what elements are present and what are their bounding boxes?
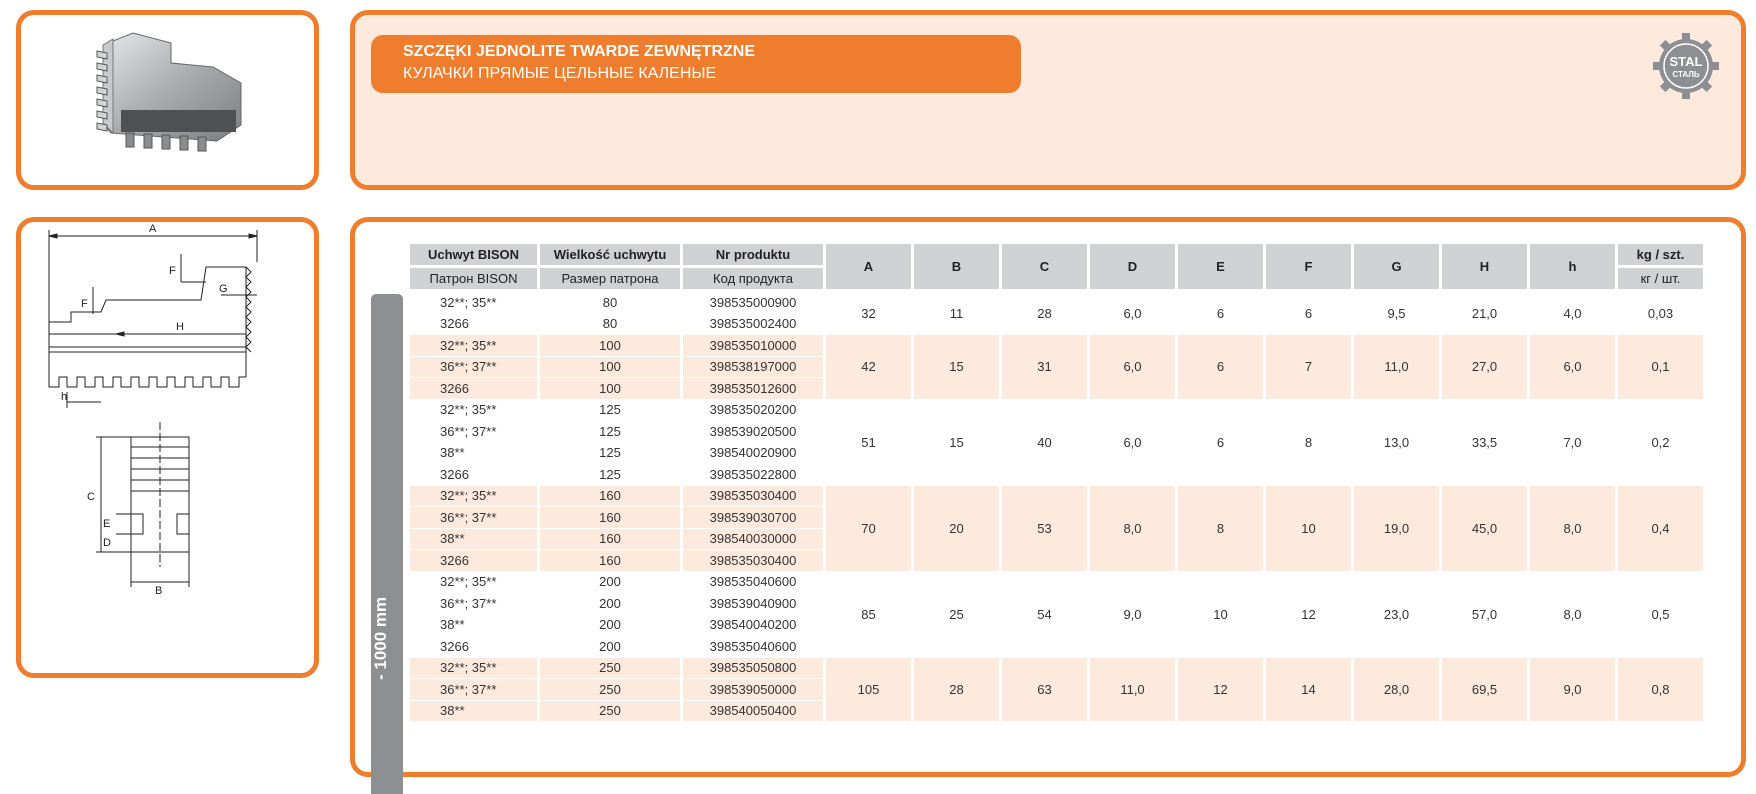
- cell-dim-f: 8: [1266, 400, 1351, 486]
- cell-product: 398535022800: [683, 464, 823, 486]
- cell-dim-e: 8: [1178, 486, 1263, 572]
- cell-dim-g: 28,0: [1354, 658, 1439, 723]
- cell-size: 100: [540, 357, 680, 379]
- cell-bison: 3266: [410, 378, 537, 400]
- cell-dim-h-lower: 7,0: [1530, 400, 1615, 486]
- table-panel: [350, 217, 1746, 777]
- jaw-photo: [21, 15, 314, 185]
- cell-dim-h-upper: 57,0: [1442, 572, 1527, 658]
- label-f-lower: F: [81, 298, 88, 310]
- cell-dim-a: 42: [826, 335, 911, 400]
- cell-bison: 3266: [410, 464, 537, 486]
- label-h-upper: H: [176, 321, 184, 333]
- cell-size: 125: [540, 400, 680, 422]
- cell-dim-b: 25: [914, 572, 999, 658]
- table-row: [410, 572, 1703, 594]
- cell-dim-c: 54: [1002, 572, 1087, 658]
- size-range-tab: [371, 294, 403, 794]
- cell-dim-b: 15: [914, 335, 999, 400]
- title-bar: [371, 35, 1021, 93]
- cell-dim-e: 6: [1178, 292, 1263, 335]
- cell-product: 398539050000: [683, 679, 823, 701]
- cell-dim-d: 6,0: [1090, 400, 1175, 486]
- cell-product: 398540040200: [683, 615, 823, 637]
- cell-size: 125: [540, 443, 680, 465]
- cell-dim-h-upper: 21,0: [1442, 292, 1527, 335]
- cell-dim-h-upper: 33,5: [1442, 400, 1527, 486]
- product-table: [407, 244, 1706, 722]
- cell-dim-g: 9,5: [1354, 292, 1439, 335]
- table-row: [410, 658, 1703, 680]
- cell-kg: 0,2: [1618, 400, 1703, 486]
- col-e-header: E: [1178, 244, 1263, 292]
- label-g: G: [219, 283, 228, 295]
- table-row: [410, 486, 1703, 508]
- cell-product: 398535030400: [683, 486, 823, 508]
- col-h-small-header: h: [1530, 244, 1615, 292]
- cell-bison: 36**; 37**: [410, 357, 537, 379]
- col-bison-header: Uchwyt BISON: [410, 244, 537, 268]
- col-product-subheader: Код продукта: [683, 268, 823, 292]
- cell-product: 398539020500: [683, 421, 823, 443]
- cell-dim-f: 12: [1266, 572, 1351, 658]
- cell-size: 125: [540, 421, 680, 443]
- cell-bison: 36**; 37**: [410, 679, 537, 701]
- table-row: [410, 335, 1703, 357]
- cell-dim-h-lower: 8,0: [1530, 572, 1615, 658]
- cell-product: 398540020900: [683, 443, 823, 465]
- technical-drawing: [21, 222, 314, 673]
- cell-dim-f: 10: [1266, 486, 1351, 572]
- title-panel: [350, 10, 1746, 190]
- cell-dim-b: 15: [914, 400, 999, 486]
- cell-bison: 38**: [410, 615, 537, 637]
- cell-dim-a: 70: [826, 486, 911, 572]
- cell-product: 398535010000: [683, 335, 823, 357]
- label-e: E: [103, 518, 111, 530]
- cell-dim-d: 6,0: [1090, 335, 1175, 400]
- cell-dim-b: 11: [914, 292, 999, 335]
- label-a: A: [149, 223, 157, 235]
- cell-dim-a: 51: [826, 400, 911, 486]
- logo-text-latin: STAL: [1669, 54, 1703, 69]
- cell-size: 200: [540, 636, 680, 658]
- cell-dim-d: 8,0: [1090, 486, 1175, 572]
- cell-size: 250: [540, 658, 680, 680]
- cell-product: 398535000900: [683, 292, 823, 314]
- cell-product: 398540050400: [683, 701, 823, 723]
- col-kg-subheader: кг / шт.: [1618, 268, 1703, 292]
- cell-dim-c: 31: [1002, 335, 1087, 400]
- cell-product: 398535030400: [683, 550, 823, 572]
- cell-dim-d: 9,0: [1090, 572, 1175, 658]
- table-body: [410, 292, 1703, 722]
- cell-product: 398538197000: [683, 357, 823, 379]
- stal-logo: [1653, 33, 1719, 99]
- cell-dim-f: 6: [1266, 292, 1351, 335]
- title-russian: КУЛАЧКИ ПРЯМЫЕ ЦЕЛЬНЫЕ КАЛЕНЫЕ: [403, 65, 717, 82]
- col-a-header: A: [826, 244, 911, 292]
- cell-dim-f: 7: [1266, 335, 1351, 400]
- cell-product: 398535040600: [683, 636, 823, 658]
- cell-dim-a: 32: [826, 292, 911, 335]
- cell-product: 398535002400: [683, 314, 823, 336]
- cell-size: 100: [540, 378, 680, 400]
- cell-bison: 32**; 35**: [410, 400, 537, 422]
- cell-size: 160: [540, 486, 680, 508]
- cell-product: 398535040600: [683, 572, 823, 594]
- cell-dim-e: 6: [1178, 335, 1263, 400]
- cell-size: 160: [540, 550, 680, 572]
- label-f-upper: F: [169, 265, 176, 277]
- cell-bison: 32**; 35**: [410, 572, 537, 594]
- cell-dim-g: 23,0: [1354, 572, 1439, 658]
- cell-size: 250: [540, 679, 680, 701]
- cell-dim-h-lower: 6,0: [1530, 335, 1615, 400]
- col-bison-subheader: Патрон BISON: [410, 268, 537, 292]
- cell-dim-g: 11,0: [1354, 335, 1439, 400]
- cell-dim-a: 85: [826, 572, 911, 658]
- cell-bison: 32**; 35**: [410, 486, 537, 508]
- table-row: [410, 292, 1703, 314]
- col-kg-header: kg / szt.: [1618, 244, 1703, 268]
- cell-dim-c: 40: [1002, 400, 1087, 486]
- cell-dim-h-upper: 27,0: [1442, 335, 1527, 400]
- col-size-subheader: Размер патрона: [540, 268, 680, 292]
- title-polish: SZCZĘKI JEDNOLITE TWARDE ZEWNĘTRZNE: [403, 43, 755, 60]
- size-range-label: - 1000 mm: [371, 596, 390, 680]
- cell-dim-b: 28: [914, 658, 999, 723]
- cell-dim-d: 6,0: [1090, 292, 1175, 335]
- technical-drawing-panel: [16, 217, 319, 678]
- cell-size: 200: [540, 615, 680, 637]
- cell-dim-e: 10: [1178, 572, 1263, 658]
- cell-size: 80: [540, 292, 680, 314]
- cell-product: 398540030000: [683, 529, 823, 551]
- label-b: B: [155, 585, 163, 597]
- cell-product: 398539030700: [683, 507, 823, 529]
- cell-dim-h-lower: 4,0: [1530, 292, 1615, 335]
- cell-size: 160: [540, 529, 680, 551]
- cell-bison: 3266: [410, 314, 537, 336]
- cell-bison: 38**: [410, 701, 537, 723]
- cell-bison: 36**; 37**: [410, 421, 537, 443]
- cell-bison: 3266: [410, 550, 537, 572]
- cell-kg: 0,1: [1618, 335, 1703, 400]
- cell-dim-c: 63: [1002, 658, 1087, 723]
- cell-bison: 36**; 37**: [410, 593, 537, 615]
- label-d: D: [103, 537, 111, 549]
- cell-product: 398539040900: [683, 593, 823, 615]
- cell-dim-h-lower: 8,0: [1530, 486, 1615, 572]
- col-size-header: Wielkość uchwytu: [540, 244, 680, 268]
- cell-size: 200: [540, 572, 680, 594]
- col-product-header: Nr produktu: [683, 244, 823, 268]
- cell-kg: 0,8: [1618, 658, 1703, 723]
- label-h-lower: h: [61, 391, 68, 403]
- col-d-header: D: [1090, 244, 1175, 292]
- cell-dim-f: 14: [1266, 658, 1351, 723]
- col-g-header: G: [1354, 244, 1439, 292]
- cell-dim-b: 20: [914, 486, 999, 572]
- cell-dim-c: 28: [1002, 292, 1087, 335]
- cell-bison: 32**; 35**: [410, 292, 537, 314]
- cell-dim-g: 19,0: [1354, 486, 1439, 572]
- cell-size: 80: [540, 314, 680, 336]
- cell-bison: 3266: [410, 636, 537, 658]
- cell-kg: 0,03: [1618, 292, 1703, 335]
- cell-kg: 0,5: [1618, 572, 1703, 658]
- cell-dim-g: 13,0: [1354, 400, 1439, 486]
- cell-bison: 38**: [410, 443, 537, 465]
- cell-dim-c: 53: [1002, 486, 1087, 572]
- col-f-header: F: [1266, 244, 1351, 292]
- cell-bison: 32**; 35**: [410, 335, 537, 357]
- product-photo-panel: [16, 10, 319, 190]
- cell-size: 250: [540, 701, 680, 723]
- label-c: C: [87, 491, 95, 503]
- logo-text-cyrillic: СТАЛЬ: [1672, 70, 1700, 79]
- cell-bison: 38**: [410, 529, 537, 551]
- cell-product: 398535012600: [683, 378, 823, 400]
- cell-dim-h-lower: 9,0: [1530, 658, 1615, 723]
- cell-dim-h-upper: 45,0: [1442, 486, 1527, 572]
- cell-dim-d: 11,0: [1090, 658, 1175, 723]
- col-h-header: H: [1442, 244, 1527, 292]
- cell-bison: 32**; 35**: [410, 658, 537, 680]
- cell-product: 398535050800: [683, 658, 823, 680]
- cell-kg: 0,4: [1618, 486, 1703, 572]
- cell-product: 398535020200: [683, 400, 823, 422]
- table-row: [410, 400, 1703, 422]
- cell-bison: 36**; 37**: [410, 507, 537, 529]
- col-b-header: B: [914, 244, 999, 292]
- cell-dim-e: 12: [1178, 658, 1263, 723]
- col-c-header: C: [1002, 244, 1087, 292]
- cell-size: 200: [540, 593, 680, 615]
- cell-size: 160: [540, 507, 680, 529]
- cell-dim-h-upper: 69,5: [1442, 658, 1527, 723]
- cell-dim-a: 105: [826, 658, 911, 723]
- cell-size: 125: [540, 464, 680, 486]
- cell-size: 100: [540, 335, 680, 357]
- cell-dim-e: 6: [1178, 400, 1263, 486]
